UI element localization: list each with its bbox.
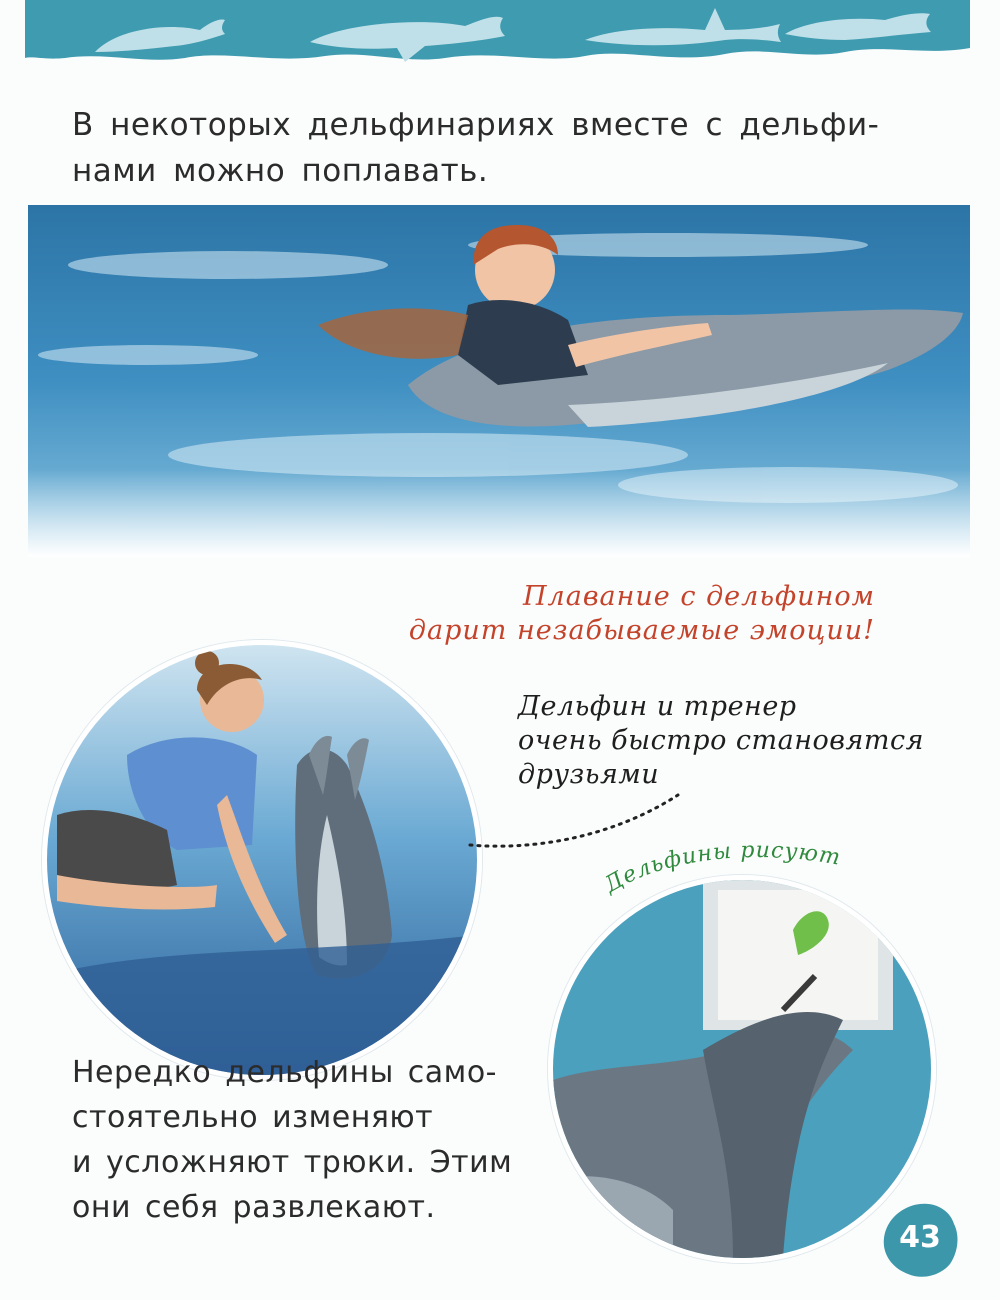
note-line-3: друзьями: [518, 759, 660, 790]
header-band: [25, 0, 970, 80]
page-number: 43: [899, 1220, 941, 1255]
note-line-1: Дельфин и тренер: [518, 691, 797, 722]
dolphins-painting-photo-icon: [553, 880, 931, 1258]
intro-line-1: В некоторых дельфинариях вместе с дельфи-: [72, 107, 880, 143]
bottom-line-1: Нередко дельфины само-: [72, 1055, 497, 1090]
photo-caption: [355, 580, 875, 648]
trainer-note: [518, 690, 938, 792]
bottom-paragraph: [72, 1050, 532, 1230]
trainer-dolphin-photo: [42, 640, 482, 1080]
note-line-2: очень быстро становятся: [518, 725, 924, 756]
caption-line-2: дарит незабываемые эмоции!: [408, 615, 875, 646]
girl-swimming-with-dolphin-photo-icon: [28, 205, 970, 557]
intro-line-2: нами можно поплавать.: [72, 153, 489, 189]
trainer-with-dolphin-photo-icon: [47, 645, 477, 1075]
bottom-line-4: они себя развлекают.: [72, 1190, 436, 1225]
intro-paragraph: [72, 102, 892, 194]
caption-line-1: Плавание с дельфином: [522, 581, 875, 612]
dolphins-painting-photo: [548, 875, 936, 1263]
bottom-line-3: и усложняют трюки. Этим: [72, 1145, 513, 1180]
green-label-text: Дельфины рисуют: [600, 838, 843, 898]
main-photo: [28, 205, 970, 557]
bottom-line-2: стоятельно изменяют: [72, 1100, 434, 1135]
